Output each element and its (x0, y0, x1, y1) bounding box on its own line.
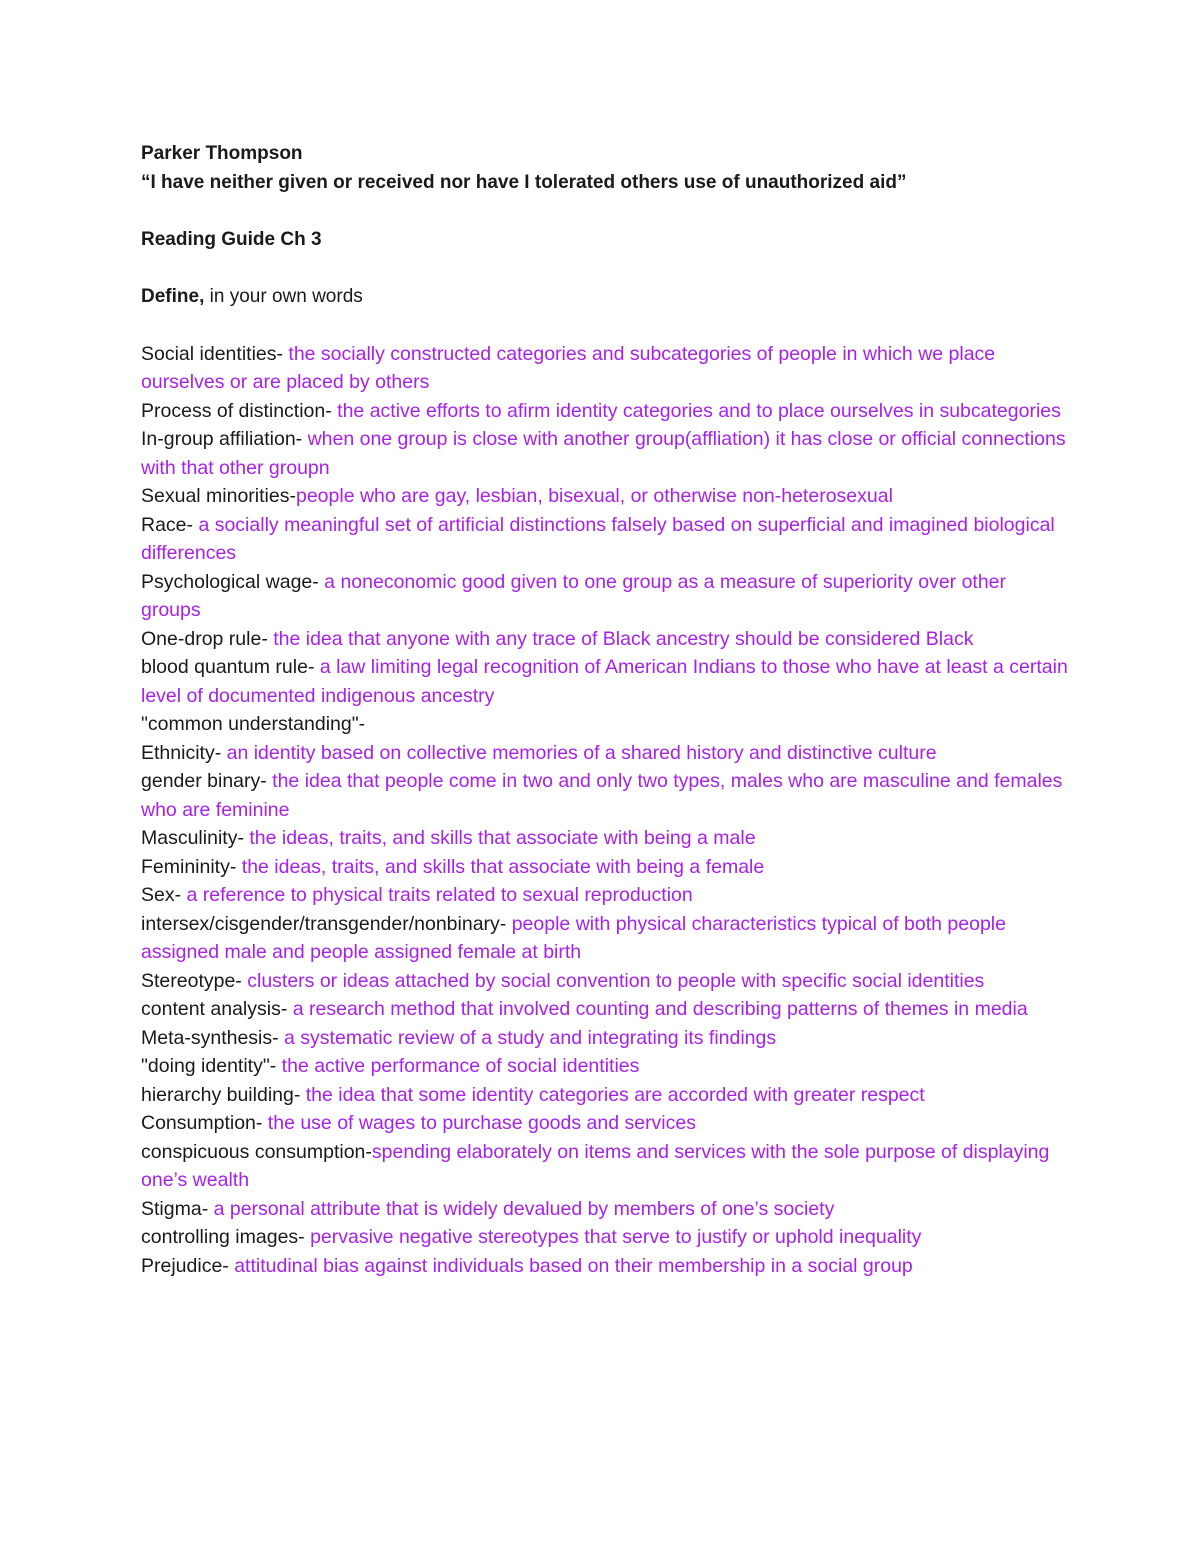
term-entry (141, 1052, 1070, 1081)
blank-line (141, 254, 1070, 283)
term-entry (141, 340, 1070, 397)
term-definition: the idea that people come in two and only two types, males who are masculine and females who are feminine (141, 770, 1063, 821)
term-label: Stigma- (141, 1197, 209, 1220)
term-label: conspicuous consumption- (141, 1140, 372, 1163)
term-entry (141, 881, 1070, 910)
term-definition: attitudinal bias against individuals based on their membership in a social group (228, 1254, 913, 1277)
term-entry (141, 995, 1070, 1024)
terms-list (141, 340, 1070, 1281)
term-definition: when one group is close with another group(affliation) it has close or official connections with that other groupn (141, 428, 1066, 479)
term-label: hierarchy building- (141, 1083, 301, 1106)
term-definition: people who are gay, lesbian, bisexual, or otherwise non-heterosexual (295, 485, 893, 507)
instruction-bold: Define, (141, 285, 205, 307)
author-name: Parker Thompson (141, 143, 303, 164)
term-entry (141, 511, 1070, 568)
term-label: intersex/cisgender/transgender/nonbinary- (141, 912, 507, 935)
term-label: In-group affiliation- (141, 428, 303, 450)
term-definition: a reference to physical traits related to sexual reproduction (181, 884, 693, 906)
term-label: Consumption- (141, 1112, 263, 1134)
term-label: Race- (141, 513, 194, 536)
term-label: Prejudice- (141, 1254, 229, 1277)
term-entry (141, 1223, 1070, 1252)
term-label: Sexual minorities- (141, 485, 296, 507)
term-definition: the ideas, traits, and skills that associate with being a female (236, 855, 765, 878)
term-label: controlling images- (141, 1226, 305, 1248)
term-entry (141, 482, 1070, 511)
term-entry (141, 853, 1070, 882)
blank-line (141, 311, 1070, 340)
term-label: Meta-synthesis- (141, 1026, 279, 1049)
term-label: Social identities- (141, 342, 283, 365)
term-definition: the active efforts to afirm identity categories and to place ourselves in subcategories (331, 399, 1061, 422)
term-definition: a systematic review of a study and integrating its findings (278, 1026, 777, 1049)
term-definition: a personal attribute that is widely devalued by members of one’s society (208, 1197, 835, 1220)
term-entry (141, 767, 1070, 824)
term-definition: the idea that some identity categories are accorded with greater respect (300, 1083, 925, 1106)
term-definition: clusters or ideas attached by social convention to people with specific social identities (241, 969, 985, 992)
term-entry (141, 568, 1070, 625)
term-entry (141, 625, 1070, 654)
term-label: "doing identity"- (141, 1055, 277, 1077)
term-label: Process of distinction- (141, 399, 332, 422)
term-label: One-drop rule- (141, 627, 268, 650)
term-entry (141, 824, 1070, 853)
term-definition: the socially constructed categories and subcategories of people in which we place ourselves or are placed by others (141, 342, 996, 393)
term-label: gender binary- (141, 770, 267, 792)
term-label: Sex- (141, 884, 182, 906)
term-definition: the ideas, traits, and skills that associate with being a male (243, 827, 756, 849)
term-entry (141, 967, 1070, 996)
term-entry (141, 1081, 1070, 1110)
term-label: "common understanding"- (141, 713, 366, 735)
instruction-rest: in your own words (204, 285, 363, 307)
term-label: blood quantum rule- (141, 656, 315, 678)
term-label: Psychological wage- (141, 570, 319, 593)
instruction-line (141, 283, 1070, 312)
term-entry (141, 1252, 1070, 1281)
term-definition: a noneconomic good given to one group as a measure of superiority over other groups (141, 570, 1007, 621)
term-label: content analysis- (141, 998, 288, 1020)
term-definition: a law limiting legal recognition of American Indians to those who have at least a certain level of documented indigenous ancestry (141, 656, 1068, 707)
term-entry (141, 910, 1070, 967)
document-title: Reading Guide Ch 3 (141, 228, 322, 250)
term-label: Femininity- (141, 855, 237, 878)
blank-line (141, 197, 1070, 226)
term-entry (141, 397, 1070, 426)
term-entry (141, 653, 1070, 710)
term-definition: a research method that involved counting and describing patterns of themes in media (287, 998, 1028, 1020)
term-label: Ethnicity- (141, 741, 222, 764)
term-entry (141, 425, 1070, 482)
term-label: Stereotype- (141, 969, 242, 992)
term-definition: people with physical characteristics typical of both people assigned male and people assigned female at birth (141, 912, 1006, 963)
term-entry (141, 1138, 1070, 1195)
term-definition: the use of wages to purchase goods and services (262, 1112, 696, 1134)
term-definition: an identity based on collective memories of a shared history and distinctive culture (221, 741, 937, 764)
honor-pledge: “I have neither given or received nor have I tolerated others use of unauthorized aid” (141, 171, 907, 193)
term-definition: a socially meaningful set of artificial distinctions falsely based on superficial and imagined biological differences (141, 513, 1055, 564)
term-entry (141, 1024, 1070, 1053)
term-label: Masculinity- (141, 827, 244, 849)
term-definition: the active performance of social identities (276, 1055, 640, 1077)
term-entry (141, 1195, 1070, 1224)
term-entry (141, 739, 1070, 768)
term-entry (141, 710, 1070, 739)
term-entry (141, 1109, 1070, 1138)
term-definition: spending elaborately on items and services with the sole purpose of displaying one’s wealth (141, 1140, 1050, 1191)
term-definition: the idea that anyone with any trace of Black ancestry should be considered Black (267, 627, 974, 650)
term-definition: pervasive negative stereotypes that serve to justify or uphold inequality (304, 1226, 922, 1248)
